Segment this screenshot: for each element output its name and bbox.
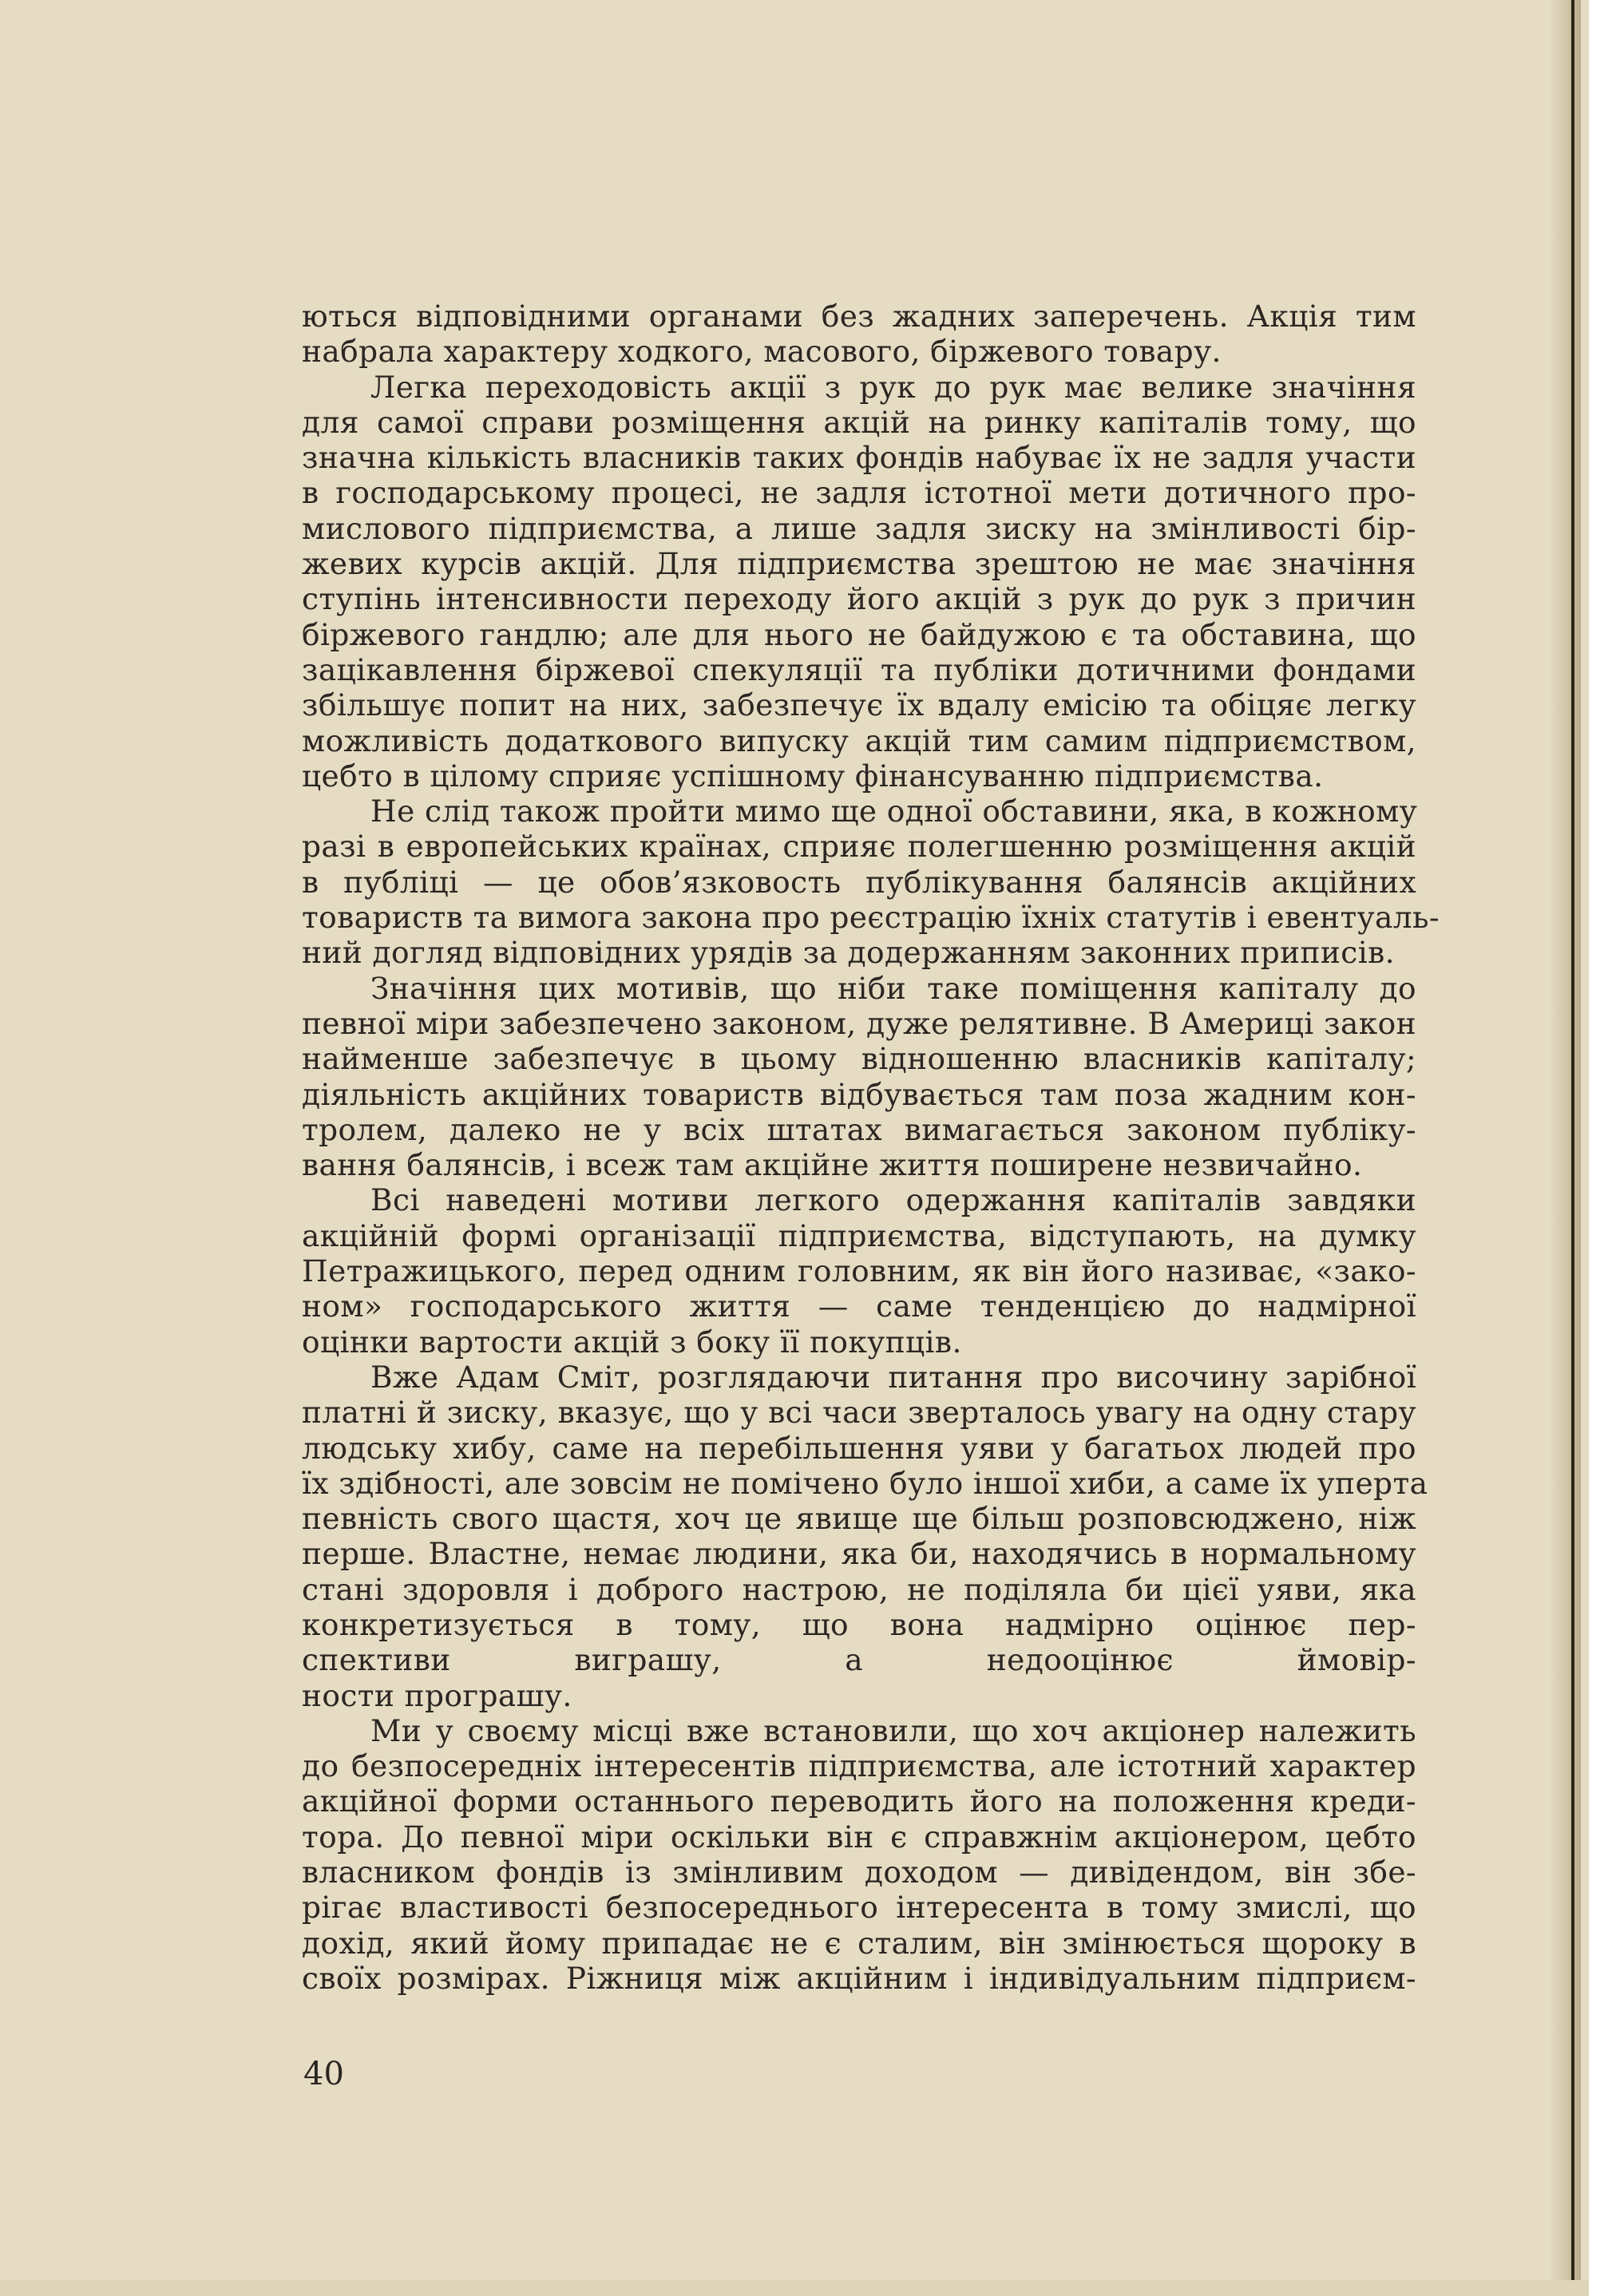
text-line: в публіці — це обов’язковость публікування балянсів акційних [302, 864, 1416, 900]
text-line: можливість додаткового випуску акцій тим самим підприємством, [302, 722, 1416, 758]
text-line: Всі наведені мотиви легкого одержання капіталів завдяки [370, 1182, 1416, 1218]
body-text [302, 299, 1440, 1996]
text-line: вання балянсів, і всеж там акційне життя поширене незвичайно. [302, 1147, 1363, 1183]
text-line: платні й зиску, вказує, що у всі часи зверталось увагу на одну стару [302, 1395, 1416, 1431]
text-line: своїх розмірах. Ріжниця між акційним і індивідуальним підприєм- [302, 1960, 1416, 1996]
text-line: акційної форми останнього переводить його на положення креди- [302, 1783, 1416, 1819]
text-line: власником фондів із змінливим доходом — дивідендом, він збе- [302, 1855, 1416, 1890]
text-line: Петражицького, перед одним головним, як він його називає, «зако- [302, 1253, 1416, 1289]
page-number: 40 [303, 2056, 344, 2092]
text-line: ний догляд відповідних урядів за додержанням законних приписів. [302, 935, 1395, 971]
text-line: жевих курсів акцій. Для підприємства зрештою не має значіння [302, 546, 1416, 582]
text-line: тролем, далеко не у всіх штатах вимагається законом публіку- [302, 1111, 1416, 1147]
text-line: збільшує попит на них, забезпечує їх вдалу емісію та обіцяє легку [302, 687, 1416, 723]
text-line: рігає властивості безпосереднього інтересента в тому змислі, що [302, 1890, 1416, 1926]
text-line: ности програшу. [302, 1677, 572, 1713]
text-line: до безпосередніх інтересентів підприємства, але істотний характер [302, 1748, 1416, 1784]
text-line: Значіння цих мотивів, що ніби таке поміщення капіталу до [370, 970, 1416, 1006]
text-line: цебто в цілому сприяє успішному фінансуванню підприємства. [302, 758, 1324, 794]
text-line: для самої справи розміщення акцій на ринку капіталів тому, що [302, 404, 1416, 440]
text-line: зацікавлення біржевої спекуляції та публіки дотичними фондами [302, 651, 1416, 687]
text-line: ступінь інтенсивности переходу його акцій з рук до рук з причин [302, 581, 1416, 617]
text-line: набрала характеру ходкого, масового, біржевого товару. [302, 334, 1222, 370]
text-line: ном» господарського життя — саме тенденцією до надмірної [302, 1289, 1416, 1324]
text-line: разі в европейських країнах, сприяє полегшенню розміщення акцій [302, 829, 1416, 865]
text-line: стані здоровля і доброго настрою, не поділяла би цієї уяви, яка [302, 1571, 1416, 1607]
text-line: в господарському процесі, не задля істотної мети дотичного про- [302, 475, 1416, 511]
text-line: Легка переходовість акції з рук до рук має велике значіння [370, 369, 1416, 405]
text-line: найменше забезпечує в цьому відношенню власників капіталу; [302, 1041, 1416, 1077]
text-line: певної міри забезпечено законом, дуже релятивне. В Америці закон [302, 1005, 1416, 1041]
text-line: оцінки вартости акцій з боку її покупців. [302, 1324, 962, 1360]
text-line: спективи виграшу, а недооцінює ймовір- [302, 1642, 1416, 1678]
text-line: ються відповідними органами без жадних заперечень. Акція тим [302, 299, 1416, 334]
text-line: Вже Адам Сміт, розглядаючи питання про височину зарібної [370, 1359, 1416, 1395]
text-line: біржевого гандлю; але для нього не байдужою є та обставина, що [302, 616, 1416, 652]
text-line: певність свого щастя, хоч це явище ще більш розповсюджено, ніж [302, 1501, 1416, 1537]
text-line: їх здібності, але зовсім не помічено було іншої хиби, а саме їх уперта [302, 1465, 1428, 1501]
text-line: значна кількість власників таких фондів набуває їх не задля участи [302, 440, 1416, 476]
page-bottom-edge [0, 2280, 1589, 2296]
book-spine-edge [1571, 0, 1574, 2296]
text-line: акційній формі організації підприємства, відступають, на думку [302, 1217, 1416, 1253]
text-line: мислового підприємства, а лише задля зиску на змінливості бір- [302, 510, 1416, 546]
text-line: діяльність акційних товариств відбувається там поза жадним кон- [302, 1076, 1416, 1112]
text-line: дохід, який йому припадає не є сталим, він змінюється щороку в [302, 1925, 1416, 1961]
text-line: товариств та вимога закона про реєстрацію їхніх статутів і евентуаль- [302, 900, 1440, 936]
text-line: конкретизується в тому, що вона надмірно оцінює пер- [302, 1606, 1416, 1642]
text-line: Ми у своєму місці вже встановили, що хоч акціонер належить [370, 1712, 1416, 1748]
text-line: перше. Властне, немає людини, яка би, находячись в нормальному [302, 1536, 1416, 1572]
text-line: людську хибу, саме на перебільшення уяви у багатьох людей про [302, 1430, 1416, 1466]
text-line: Не слід також пройти мимо ще одної обставини, яка, в кожному [370, 794, 1418, 829]
page-edge-shadow [1549, 0, 1581, 2296]
text-line: тора. До певної міри оскільки він є справжнім акціонером, цебто [302, 1819, 1416, 1855]
